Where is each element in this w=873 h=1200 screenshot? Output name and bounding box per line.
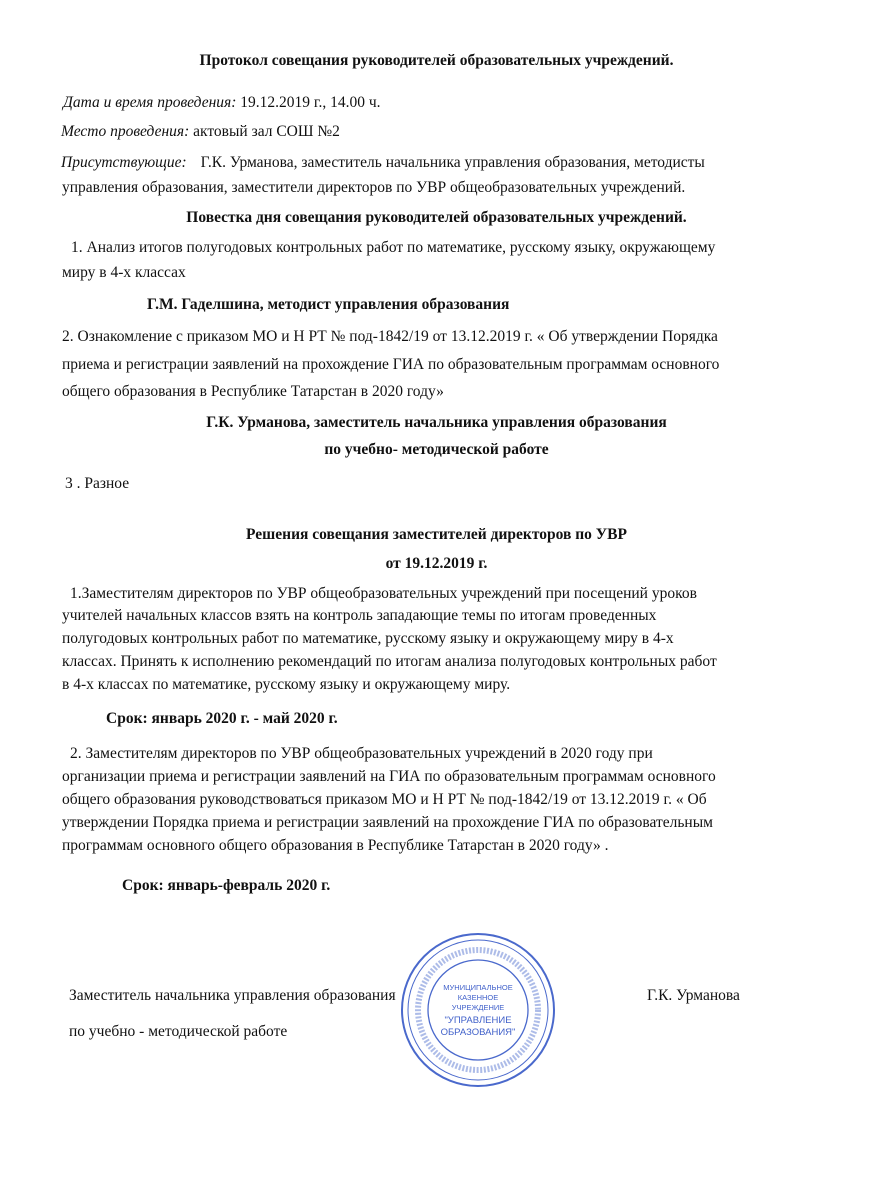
attendees-line-2: управления образования, заместители директоров по УВР общеобразовательных учреждений. xyxy=(62,179,686,196)
attendees-line-1 xyxy=(61,154,705,172)
signatory-name: Г.К. Урманова xyxy=(647,987,740,1004)
svg-text:КАЗЕННОЕ: КАЗЕННОЕ xyxy=(457,993,499,1002)
decision-2-line-2: организации приема и регистрации заявлений на ГИА по образовательным программам основного xyxy=(62,768,716,785)
decision-2-line-1: 2. Заместителям директоров по УВР общеобразовательных учреждений в 2020 году при xyxy=(70,745,653,762)
meeting-place xyxy=(61,123,340,141)
agenda-item-2-line-3: общего образования в Республике Татарстан в 2020 году» xyxy=(62,383,444,400)
decision-1-line-3: полугодовых контрольных работ по математике, русскому языку и окружающему миру в 4-х xyxy=(62,630,674,647)
document-title: Протокол совещания руководителей образовательных учреждений. xyxy=(199,52,674,69)
decision-2-deadline: Срок: январь-февраль 2020 г. xyxy=(122,877,331,894)
agenda-item-2-line-2: приема и регистрации заявлений на прохождение ГИА по образовательным программам основного xyxy=(62,356,720,373)
agenda-item-1-speaker: Г.М. Гаделшина, методист управления образования xyxy=(147,296,510,313)
signatory-position-2: по учебно - методической работе xyxy=(69,1023,288,1040)
svg-text:ОБРАЗОВАНИЯ": ОБРАЗОВАНИЯ" xyxy=(440,1027,516,1038)
decisions-heading-1: Решения совещания заместителей директоров по УВР xyxy=(246,526,627,543)
svg-text:МУНИЦИПАЛЬНОЕ: МУНИЦИПАЛЬНОЕ xyxy=(443,983,513,992)
agenda-item-1-line-2: миру в 4-х классах xyxy=(62,264,186,281)
decision-1-deadline: Срок: январь 2020 г. - май 2020 г. xyxy=(106,710,338,727)
decision-1-line-4: классах. Принять к исполнению рекомендаций по итогам анализа полугодовых контрольных работ xyxy=(62,653,717,670)
date-label: Дата и время проведения: xyxy=(63,94,237,111)
decision-1-line-1: 1.Заместителям директоров по УВР общеобразовательных учреждений при посещений уроков xyxy=(70,585,697,602)
official-stamp-icon xyxy=(398,930,558,1090)
svg-text:"УПРАВЛЕНИЕ: "УПРАВЛЕНИЕ xyxy=(444,1015,512,1026)
date-value: 19.12.2019 г., 14.00 ч. xyxy=(236,94,381,111)
attendees-label: Присутствующие: xyxy=(61,154,187,171)
decisions-heading-2: от 19.12.2019 г. xyxy=(385,555,488,572)
decision-1-line-2: учителей начальных классов взять на контроль западающие темы по итогам проведенных xyxy=(62,607,657,624)
decision-2-line-5: программам основного общего образования в Республике Татарстан в 2020 году» . xyxy=(62,837,609,854)
agenda-item-2-line-1: 2. Ознакомление с приказом МО и Н РТ № под-1842/19 от 13.12.2019 г. « Об утверждении Порядка xyxy=(62,328,718,345)
meeting-date xyxy=(63,94,381,112)
agenda-item-1-line-1: 1. Анализ итогов полугодовых контрольных работ по математике, русскому языку, окружающему xyxy=(71,239,716,256)
decision-2-line-3: общего образования руководствоваться приказом МО и Н РТ № под-1842/19 от 13.12.2019 г. « Об xyxy=(62,791,707,808)
attendees-text-1: Г.К. Урманова, заместитель начальника управления образования, методисты xyxy=(200,154,705,171)
agenda-item-2-speaker-2: по учебно- методической работе xyxy=(324,441,549,458)
decision-2-line-4: утверждении Порядка приема и регистрации заявлений на прохождение ГИА по образовательным xyxy=(62,814,713,831)
agenda-item-3: 3 . Разное xyxy=(65,475,130,492)
place-value: актовый зал СОШ №2 xyxy=(189,123,340,140)
agenda-heading: Повестка дня совещания руководителей образовательных учреждений. xyxy=(186,209,687,226)
agenda-item-2-speaker-1: Г.К. Урманова, заместитель начальника управления образования xyxy=(206,414,667,431)
place-label: Место проведения: xyxy=(61,123,190,140)
decision-1-line-5: в 4-х классах по математике, русскому языку и окружающему миру. xyxy=(62,676,511,693)
svg-text:УЧРЕЖДЕНИЕ: УЧРЕЖДЕНИЕ xyxy=(451,1003,505,1012)
signatory-position-1: Заместитель начальника управления образования xyxy=(69,987,396,1004)
